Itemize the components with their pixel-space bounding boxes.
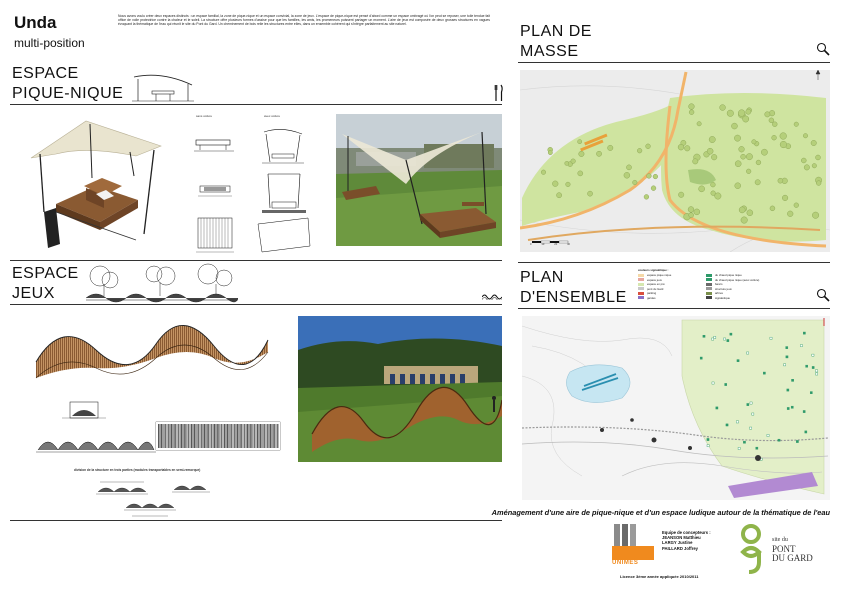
picnic-3d-render (26, 116, 172, 252)
licence-line: Licence 3ème année appliquée 2010/2011 (620, 574, 699, 579)
logo-line-gard: DU GARD (772, 553, 813, 563)
legend-label: pont du Gard (647, 286, 664, 291)
wave-elevation-barcode (156, 422, 280, 450)
map-scale-labels (530, 243, 570, 246)
team-block (662, 530, 711, 551)
scale-tick: 30 (567, 243, 570, 246)
masse-bottom-rule (518, 262, 830, 263)
picnic-technical-drawings (190, 120, 330, 260)
legend-item (706, 296, 786, 301)
team-member: PAILLARD Joffrey (662, 545, 698, 551)
legend-label: signalétique (715, 295, 730, 300)
team-member: LARGY Justine (662, 540, 693, 546)
section-title-ensemble-line1: PLAN (520, 269, 564, 286)
footer-rule (10, 520, 502, 521)
pont-du-gard-logo-mark (734, 524, 768, 576)
legend-swatch (706, 292, 712, 295)
wave-structure-3d-render (34, 322, 270, 388)
legend-swatch (638, 283, 644, 286)
picnic-structure-pictogram (132, 73, 194, 103)
logo-line-pont: PONT (772, 544, 796, 554)
scale-tick: 20 (554, 243, 558, 246)
page-title: Unda (14, 13, 57, 32)
label-sans-voilure: sans voilure (196, 114, 213, 118)
picnic-photo-montage (336, 114, 502, 246)
wave-playground-photo-montage (298, 316, 502, 462)
legend-label: parking (647, 291, 657, 296)
pique-nique-rule (10, 104, 502, 105)
legend-swatch (706, 287, 712, 290)
legend-label: gardes (647, 295, 656, 300)
legend-swatch (706, 283, 712, 286)
unimes-logo-text: UNIMES (612, 560, 639, 566)
legend-label: espace en pré (647, 282, 665, 287)
magnifier-icon[interactable] (816, 288, 830, 302)
ensemble-rule (518, 308, 830, 309)
masse-rule (518, 62, 830, 63)
legend-label: espace pique nique (647, 273, 672, 278)
cutlery-icon (494, 84, 504, 102)
team-heading: Equipe de concepteurs : (662, 530, 711, 535)
legend-label: bancs (715, 282, 723, 287)
legend-heading: couleurs signalétique : (638, 268, 669, 272)
section-title-jeux-line1: ESPACE (12, 265, 79, 282)
team-member: JEANSON Matthieu (662, 535, 701, 541)
map-legend (638, 268, 788, 302)
legend-swatch (638, 296, 644, 299)
magnifier-icon[interactable] (816, 42, 830, 56)
page-subtitle: multi-position (14, 36, 85, 50)
scale-tick: 0 (530, 243, 532, 246)
section-title-masse-line2: MASSE (520, 43, 579, 60)
section-title-pique-nique-line2: PIQUE-NIQUE (12, 85, 124, 102)
section-title-masse-line1: PLAN DE (520, 23, 592, 40)
project-title: Aménagement d'une aire de pique-nique et d'un espace ludique autour de la thématique de l'eau (491, 508, 830, 517)
legend-swatch (638, 274, 644, 277)
legend-label: arbres (715, 291, 723, 296)
legend-label: du chaud pique nique (avec voilure) (715, 277, 760, 282)
legend-label: espace jeux (647, 277, 662, 282)
wave-module-division (92, 476, 222, 518)
section-title-pique-nique-line1: ESPACE (12, 65, 79, 82)
legend-label: structure jeux (715, 286, 732, 291)
legend-swatch (638, 278, 644, 281)
legend-swatch (638, 292, 644, 295)
trees-wave-pictogram (86, 262, 238, 304)
logo-line-site: site du (772, 537, 788, 543)
scale-tick: 10 (541, 243, 545, 246)
plan-de-masse-map (520, 70, 830, 252)
section-title-ensemble-line2: D'ENSEMBLE (520, 289, 627, 306)
legend-swatch (706, 296, 712, 299)
division-caption: division de la structure en trois parties (modules transportables en semi-remorque) (74, 468, 201, 472)
waves-icon (482, 292, 502, 300)
section-title-jeux-line2: JEUX (12, 285, 55, 302)
legend-swatch (638, 287, 644, 290)
pont-du-gard-logo-text (772, 536, 813, 563)
jeux-rule (10, 304, 502, 305)
label-avec-voilure: avec voilure (264, 114, 281, 118)
legend-swatch (706, 274, 712, 277)
pique-nique-bottom-rule (10, 260, 502, 261)
plan-ensemble-map (522, 316, 830, 500)
legend-item (638, 296, 706, 301)
intro-paragraph: Nous avons voulu créer deux espaces distincts : un espace familial, la zone de pique-nique et un espace convivial, la zone de jeux. L'espace de pique-nique est pensé d'abord comme un espace ombragé où l'on peut se reposer, une toile tendue fait office de voile protectrice contre la chaleur et le soleil. La structure offre plusieurs formes d'assise pour que les familles, les amis, les promeneurs puissent partager un moment. L'aire de jeux est composée de deux grosses structures en vagues évoquant la thématique de l'eau qui réunit le site du Pont du Gard. Un cheminement de bois relie les structures entre elles, dans un ensemble cohérent qui s'intègre parfaitement au site naturel. (118, 14, 490, 27)
legend-label: du chaud pique nique (715, 273, 742, 278)
legend-swatch (706, 278, 712, 281)
